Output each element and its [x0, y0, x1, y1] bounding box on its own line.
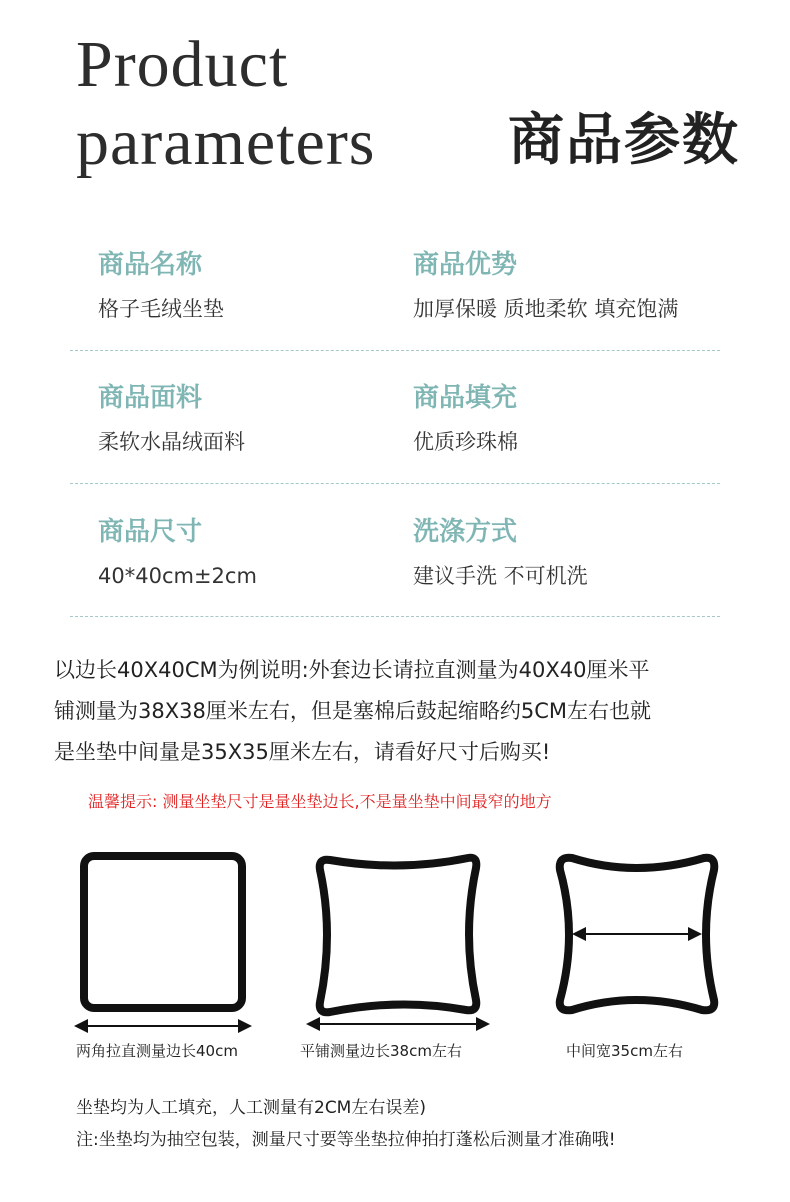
- note-line: 注:坐垫均为抽空包装，测量尺寸要等坐垫拉伸拍打蓬松后测量才准确哦!: [76, 1130, 616, 1150]
- param-label: 商品面料: [98, 383, 203, 413]
- diagram-caption: 两角拉直测量边长40cm: [76, 1042, 238, 1060]
- param-value: 格子毛绒坐垫: [98, 297, 224, 321]
- warning-tip: 温馨提示: 测量坐垫尺寸是量坐垫边长,不是量坐垫中间最窄的地方: [88, 792, 552, 811]
- param-filling: [413, 383, 518, 455]
- param-label: 洗涤方式: [413, 517, 518, 547]
- param-row-2: [70, 383, 720, 515]
- param-label: 商品优势: [413, 250, 518, 280]
- diagram-caption: 平铺测量边长38cm左右: [300, 1042, 462, 1060]
- param-value: 优质珍珠棉: [413, 430, 518, 454]
- param-value: 40*40cm±2cm: [98, 564, 257, 588]
- cushion-square-outline: [84, 856, 242, 1008]
- param-label: 商品填充: [413, 383, 518, 413]
- title-en-line1: Product: [76, 28, 289, 101]
- explanation-line: 铺测量为38X38厘米左右，但是塞棉后鼓起缩略约5CM左右也就: [54, 699, 651, 723]
- param-row-3: [70, 517, 720, 649]
- diagram-caption: 中间宽35cm左右: [566, 1042, 683, 1060]
- param-label: 商品名称: [98, 250, 203, 280]
- param-washing: [413, 517, 588, 589]
- size-explanation: [54, 650, 744, 773]
- note-line: 坐垫均为人工填充，人工测量有2CM左右误差): [76, 1098, 426, 1118]
- cushion-diagrams: [0, 840, 790, 1040]
- param-size: [98, 517, 257, 589]
- param-name: [98, 250, 224, 322]
- param-label: 商品尺寸: [98, 517, 203, 547]
- param-value: 加厚保暖 质地柔软 填充饱满: [413, 297, 679, 321]
- explanation-line: 以边长40X40CM为例说明:外套边长请拉直测量为40X40厘米平: [54, 658, 650, 682]
- row-divider: [70, 350, 720, 351]
- page-title-english: [76, 26, 376, 182]
- cushion-flat-outline: [320, 858, 477, 1013]
- param-fabric: [98, 383, 245, 455]
- param-advantage: [413, 250, 678, 322]
- explanation-line: 是坐垫中间量是35X35厘米左右，请看好尺寸后购买!: [54, 740, 551, 764]
- row-divider: [70, 483, 720, 484]
- page-title-chinese: 商品参数: [508, 108, 740, 173]
- row-divider: [70, 616, 720, 617]
- param-value: 建议手洗 不可机洗: [413, 564, 588, 588]
- title-en-line2: parameters: [76, 106, 376, 179]
- param-row-1: [70, 250, 720, 382]
- param-value: 柔软水晶绒面料: [98, 430, 245, 454]
